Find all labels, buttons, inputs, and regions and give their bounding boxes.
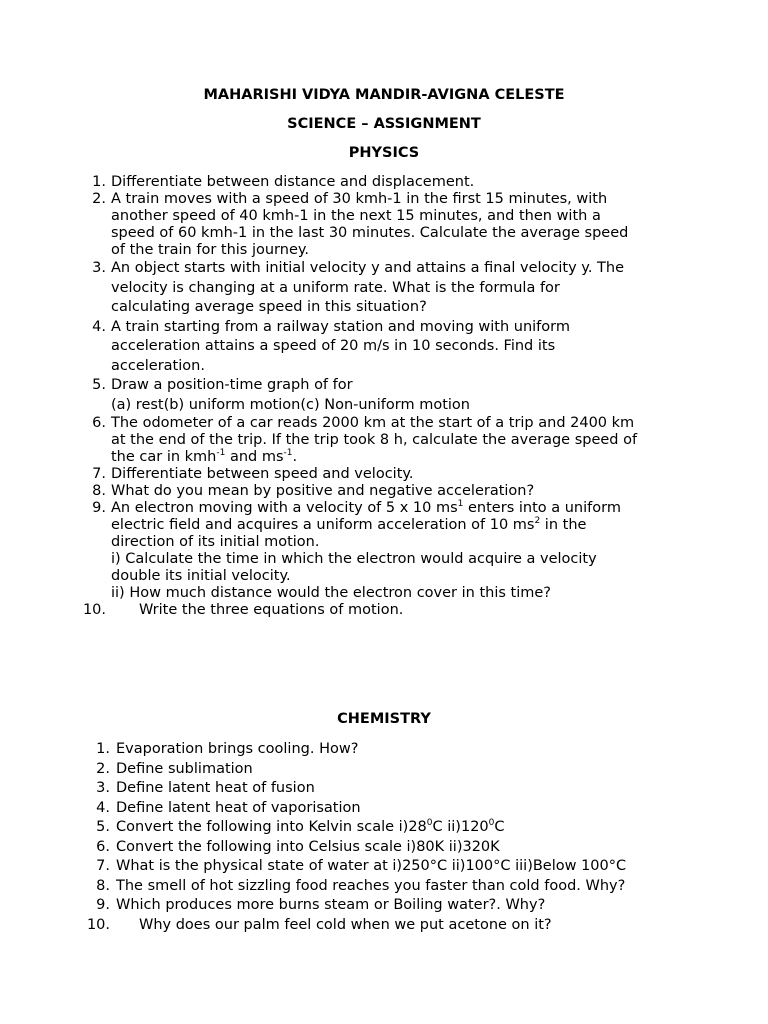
text-run: electric field and acquires a uniform acceleration of 10 ms (111, 517, 535, 533)
chemistry-question-10 (86, 916, 692, 936)
superscript: 2 (534, 516, 541, 526)
text-run: C ii)120 (432, 819, 489, 835)
question-number: 2. (96, 760, 110, 777)
question-number: 10. (82, 602, 106, 618)
question-text: Define latent heat of fusion (116, 780, 315, 796)
question-text: Define sublimation (116, 760, 253, 777)
question-number: 3. (92, 260, 106, 276)
question-text-line: (a) rest(b) uniform motion(c) Non-uniform motion (111, 396, 470, 413)
question-text-line: acceleration. (111, 357, 205, 374)
question-text-line (111, 449, 688, 466)
question-number: 4. (96, 799, 110, 816)
question-number: 6. (96, 838, 110, 855)
physics-question-2 (88, 191, 688, 259)
chemistry-question-6 (92, 838, 692, 858)
question-text-line: A train moves with a speed of 30 kmh-1 in the first 15 minutes, with (111, 191, 608, 207)
question-text-line: The odometer of a car reads 2000 km at the start of a trip and 2400 km (111, 415, 635, 431)
physics-question-7 (88, 466, 688, 483)
question-text: The smell of hot sizzling food reaches you faster than cold food. Why? (116, 877, 626, 894)
question-text: Differentiate between distance and displacement. (111, 174, 475, 190)
question-number: 9. (92, 500, 106, 516)
question-number: 1. (92, 174, 106, 190)
question-number: 3. (96, 780, 110, 796)
physics-question-4 (88, 318, 688, 377)
question-text: Differentiate between speed and velocity. (111, 466, 414, 482)
text-run: and ms (225, 449, 284, 465)
chemistry-heading: CHEMISTRY (337, 711, 431, 727)
physics-question-8 (88, 483, 688, 500)
superscript: -1 (283, 448, 293, 458)
question-text-line: A train starting from a railway station and moving with uniform (111, 318, 570, 335)
question-text: Evaporation brings cooling. How? (116, 741, 359, 757)
question-text: What is the physical state of water at i)250°C ii)100°C iii)Below 100°C (116, 858, 627, 874)
text-run: C (494, 819, 505, 835)
question-text-line: i) Calculate the time in which the electron would acquire a velocity (111, 551, 597, 567)
question-number: 2. (92, 191, 106, 207)
chemistry-question-8 (92, 877, 692, 897)
chemistry-question-list (86, 740, 692, 935)
question-text-line: speed of 60 kmh-1 in the last 30 minutes. Calculate the average speed (111, 225, 629, 241)
question-number: 1. (96, 741, 110, 757)
superscript: 1 (457, 499, 464, 509)
question-text-line: acceleration attains a speed of 20 m/s in 10 seconds. Find its (111, 338, 556, 354)
question-number: 5. (96, 819, 110, 835)
chemistry-question-3 (92, 779, 692, 799)
superscript: 0 (488, 818, 495, 828)
question-text-line: at the end of the trip. If the trip took 8 h, calculate the average speed of (111, 432, 638, 448)
text-run: enters into a uniform (463, 500, 621, 516)
school-title: MAHARISHI VIDYA MANDIR-AVIGNA CELESTE (203, 87, 565, 103)
physics-question-9 (88, 500, 688, 602)
question-text-line (111, 500, 688, 517)
question-text-line: another speed of 40 kmh-1 in the next 15 minutes, and then with a (111, 208, 601, 224)
question-number: 8. (92, 483, 106, 499)
chemistry-question-4 (92, 799, 692, 819)
physics-question-3 (88, 259, 688, 318)
question-number: 8. (96, 877, 110, 894)
question-number: 5. (92, 377, 106, 393)
question-number: 6. (92, 415, 106, 431)
question-number: 4. (92, 318, 106, 335)
text-run: Convert the following into Kelvin scale i)28 (116, 819, 427, 835)
text-run: in the (540, 517, 587, 533)
question-text-line: of the train for this journey. (111, 242, 309, 258)
question-text-line: direction of its initial motion. (111, 534, 320, 550)
chemistry-question-5 (92, 818, 692, 838)
question-text: Write the three equations of motion. (139, 602, 404, 618)
superscript: 0 (426, 818, 433, 828)
question-text-line: Draw a position-time graph of for (111, 377, 353, 393)
question-text-line: calculating average speed in this situation? (111, 299, 427, 315)
chemistry-question-2 (92, 760, 692, 780)
chemistry-question-7 (92, 857, 692, 877)
text-run: . (292, 449, 298, 465)
superscript: -1 (216, 448, 226, 458)
question-text-line: An object starts with initial velocity y and attains a final velocity y. The (111, 260, 625, 276)
physics-question-5 (88, 376, 688, 415)
question-number: 7. (92, 466, 106, 482)
question-text-line: ii) How much distance would the electron cover in this time? (111, 585, 551, 601)
question-text: What do you mean by positive and negative acceleration? (111, 483, 535, 499)
question-number: 10. (86, 916, 110, 933)
question-text: Define latent heat of vaporisation (116, 799, 361, 816)
question-text: Why does our palm feel cold when we put acetone on it? (139, 916, 552, 933)
assignment-title: SCIENCE – ASSIGNMENT (287, 116, 481, 132)
question-text-line (111, 517, 688, 534)
physics-question-list (82, 174, 688, 619)
question-number: 7. (96, 858, 110, 874)
question-text: Convert the following into Celsius scale i)80K ii)320K (116, 838, 500, 855)
question-text-line: velocity is changing at a uniform rate. What is the formula for (111, 279, 560, 296)
text-run: An electron moving with a velocity of 5 x 10 ms (111, 500, 458, 516)
text-run: the car in kmh (111, 449, 217, 465)
chemistry-question-9 (92, 896, 692, 916)
physics-question-6 (88, 415, 688, 466)
physics-heading: PHYSICS (348, 145, 420, 161)
physics-question-1 (88, 174, 688, 191)
question-text-line: double its initial velocity. (111, 568, 291, 584)
question-text (116, 818, 692, 838)
physics-question-10 (82, 602, 688, 619)
question-text: Which produces more burns steam or Boiling water?. Why? (116, 897, 546, 913)
chemistry-question-1 (92, 740, 692, 760)
question-number: 9. (96, 897, 110, 913)
